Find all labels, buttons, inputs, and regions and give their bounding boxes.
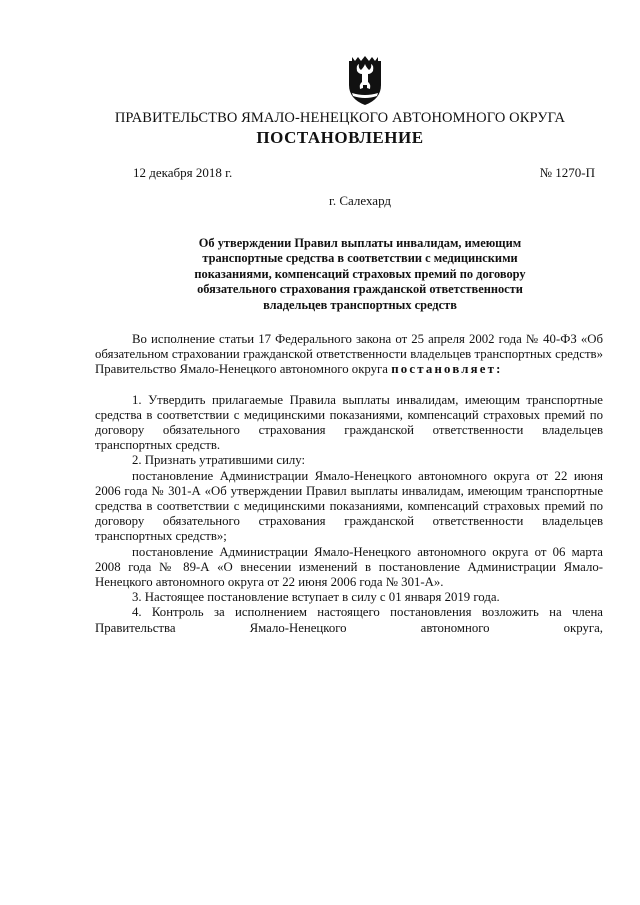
item-1: 1. Утвердить прилагаемые Правила выплаты инвалидам, имеющим транспортные средства в соответствии с медицинскими показаниями, компенсаций страховых премий по договору обязательного страхования гражданской ответственности владельцев транспортных средств. [95, 392, 603, 453]
item-2-a: постановление Администрации Ямало-Ненецкого автономного округа от 22 июня 2006 года № 301-А «Об утверждении Правил выплаты инвалидам, имеющим транспортные средства в соответствии с медицинскими показаниями, компенсаций страховых премий по договору обязательного страхования гражданской ответственности владельцев транспортных средств»; [95, 468, 603, 544]
preamble-paragraph [95, 332, 603, 378]
resolves-word: постановляет: [391, 362, 503, 377]
government-name: ПРАВИТЕЛЬСТВО ЯМАЛО-НЕНЕЦКОГО АВТОНОМНОГО ОКРУГА [114, 110, 566, 126]
item-3: 3. Настоящее постановление вступает в силу с 01 января 2019 года. [132, 590, 500, 605]
coat-of-arms-icon [344, 55, 386, 107]
preamble-text: Во исполнение статьи 17 Федерального закона от 25 апреля 2002 года № 40-ФЗ «Об обязательном страховании гражданской ответственности владельцев транспортных средств» Правительство Ямало-Ненецкого автономного округа [95, 332, 603, 377]
document-title [120, 236, 600, 313]
document-date: 12 декабря 2018 г. [133, 165, 233, 180]
item-2-b: постановление Администрации Ямало-Ненецкого автономного округа от 06 марта 2008 года № 89-А «О внесении изменений в постановление Администрации Ямало-Ненецкого автономного округа от 22 июня 2006 года № 301-А». [95, 544, 603, 590]
title-line: транспортные средства в соответствии с медицинскими [202, 251, 518, 266]
title-line: владельцев транспортных средств [263, 297, 457, 312]
item-2: 2. Признать утратившими силу: [132, 453, 306, 468]
title-line: показаниями, компенсаций страховых премий по договору [194, 266, 526, 281]
city: г. Салехард [328, 193, 392, 208]
document-number: № 1270-П [539, 165, 595, 180]
title-line: Об утверждении Правил выплаты инвалидам, имеющим [198, 236, 522, 250]
title-line: обязательного страхования гражданской ответственности [197, 282, 523, 297]
item-4: 4. Контроль за исполнением настоящего постановления возложить на члена Правительства Ямало-Ненецкого автономного округа, [95, 605, 603, 635]
document-body [95, 332, 603, 636]
document-type: ПОСТАНОВЛЕНИЕ [256, 128, 424, 147]
